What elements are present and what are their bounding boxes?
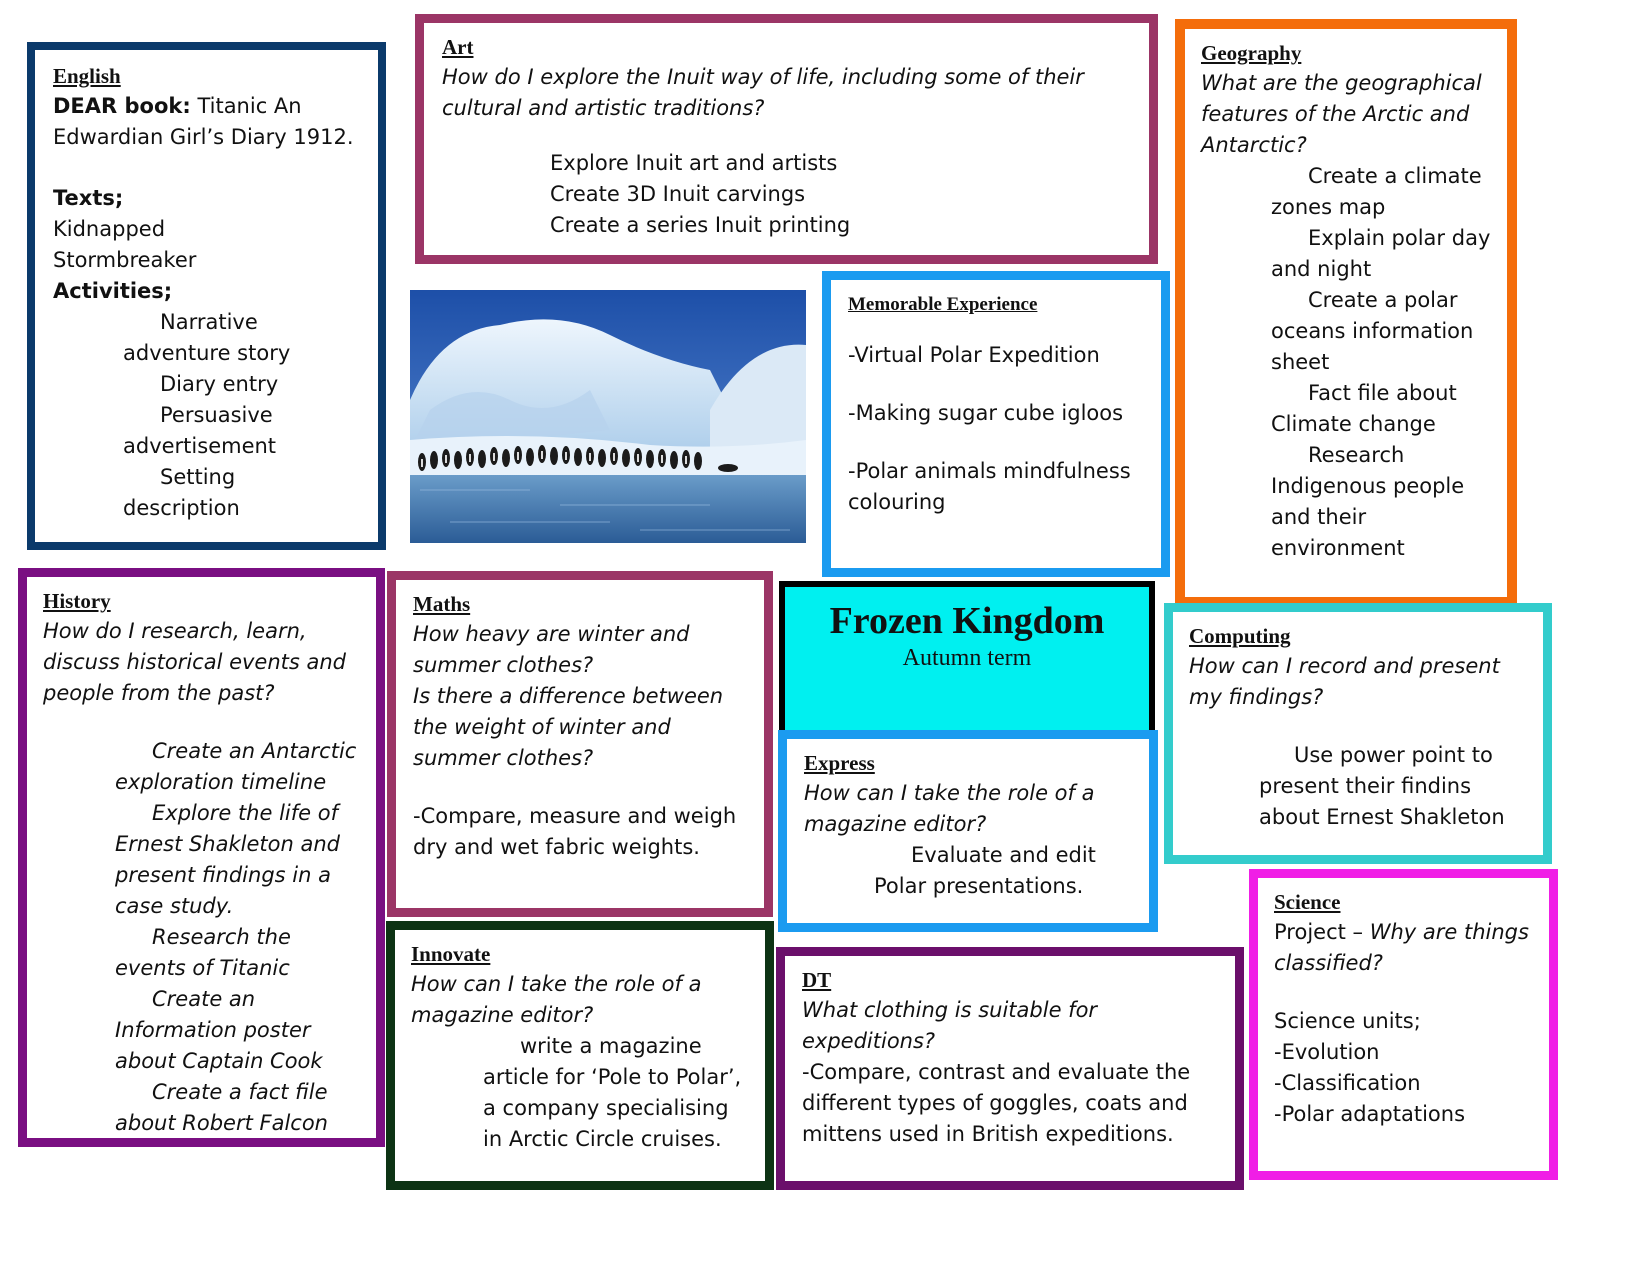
dear-text: Titanic An Edwardian Girl’s Diary 1912. [53,94,354,149]
geography-item: Create a climate zones map [1271,164,1482,219]
maths-question: How heavy are winter and summer clothes? [413,622,690,677]
activity-item: Persuasive advertisement [123,403,277,458]
science-unit: -Polar adaptations [1274,1102,1466,1126]
geography-item: Explain polar day and night [1271,226,1491,281]
dt-heading: DT [802,968,832,992]
title-box [779,581,1155,739]
topic-title: Frozen Kingdom [829,600,1105,642]
penguin-scene-image [410,290,806,543]
history-item: Create an Information poster about Captain Cook [115,987,323,1073]
innovate-item: write a magazine article for ‘Pole to Polar’, a company specialising in Arctic Circle cruises. [483,1034,742,1151]
computing-box [1164,603,1552,864]
history-heading: History [43,589,111,613]
english-heading: English [53,64,121,88]
history-box [18,568,385,1147]
history-item: Create a fact file about Robert Falcon [115,1080,328,1135]
maths-activity: -Compare, measure and weigh dry and wet fabric weights. [413,804,737,859]
science-units-label: Science units; [1274,1009,1421,1033]
term-subtitle: Autumn term [902,645,1032,671]
memorable-box [822,271,1170,577]
memorable-item: -Polar animals mindfulness colouring [848,459,1131,514]
dt-box [776,947,1244,1190]
geography-item: Fact file about Climate change [1271,381,1457,436]
science-box [1249,869,1558,1180]
dear-label: DEAR book: [53,94,191,118]
activity-item: Setting description [123,465,240,520]
art-item: Explore Inuit art and artists [550,151,838,175]
science-heading: Science [1274,890,1341,914]
express-box [778,730,1158,932]
history-question: How do I research, learn, discuss historical events and people from the past? [43,619,347,705]
art-box [415,14,1158,264]
text-item: Kidnapped [53,217,166,241]
maths-heading: Maths [413,592,471,616]
text-item: Stormbreaker [53,248,197,272]
geography-question: What are the geographical features of the Arctic and Antarctic? [1201,71,1482,157]
english-box [27,42,386,550]
innovate-question: How can I take the role of a magazine editor? [411,972,702,1027]
memorable-heading: Memorable Experience [848,294,1038,315]
geography-item: Create a polar oceans information sheet [1271,288,1474,374]
texts-label: Texts; [53,186,124,210]
dt-question: What clothing is suitable for expeditions? [802,998,1098,1053]
dear-book [53,91,360,153]
maths-box [387,571,773,917]
maths-question: Is there a difference between the weight of winter and summer clothes? [413,684,724,770]
innovate-box [386,921,774,1190]
memorable-item: -Making sugar cube igloos [848,401,1124,425]
express-question: How can I take the role of a magazine editor? [804,781,1095,836]
art-question: How do I explore the Inuit way of life, including some of their cultural and artistic traditions? [442,65,1084,120]
science-unit: -Evolution [1274,1040,1380,1064]
history-item: Research the events of Titanic [115,925,291,980]
computing-heading: Computing [1189,624,1291,648]
memorable-item: -Virtual Polar Expedition [848,343,1100,367]
science-unit: -Classification [1274,1071,1421,1095]
computing-question: How can I record and present my findings? [1189,654,1500,709]
computing-item: Use power point to present their findins about Ernest Shakleton [1259,743,1505,829]
geography-item: Research Indigenous people and their environment [1271,443,1465,560]
geography-heading: Geography [1201,41,1302,65]
history-item: Explore the life of Ernest Shakleton and present findings in a case study. [115,801,340,918]
penguin-photo [410,290,806,543]
history-item: Create an Antarctic exploration timeline [115,739,357,794]
project-question: Why are things classified? [1274,920,1529,975]
art-heading: Art [442,35,474,59]
activity-item: Diary entry [160,372,279,396]
art-item: Create a series Inuit printing [550,213,851,237]
project-label: Project – [1274,920,1370,944]
innovate-heading: Innovate [411,942,491,966]
express-item: Evaluate and edit Polar presentations. [874,843,1096,898]
activity-item: Narrative adventure story [123,310,291,365]
express-heading: Express [804,751,875,775]
art-item: Create 3D Inuit carvings [550,182,806,206]
science-project [1274,917,1533,979]
geography-box [1175,19,1517,607]
dt-activity: -Compare, contrast and evaluate the different types of goggles, coats and mittens used in British expeditions. [802,1060,1191,1146]
activities-label: Activities; [53,279,173,303]
